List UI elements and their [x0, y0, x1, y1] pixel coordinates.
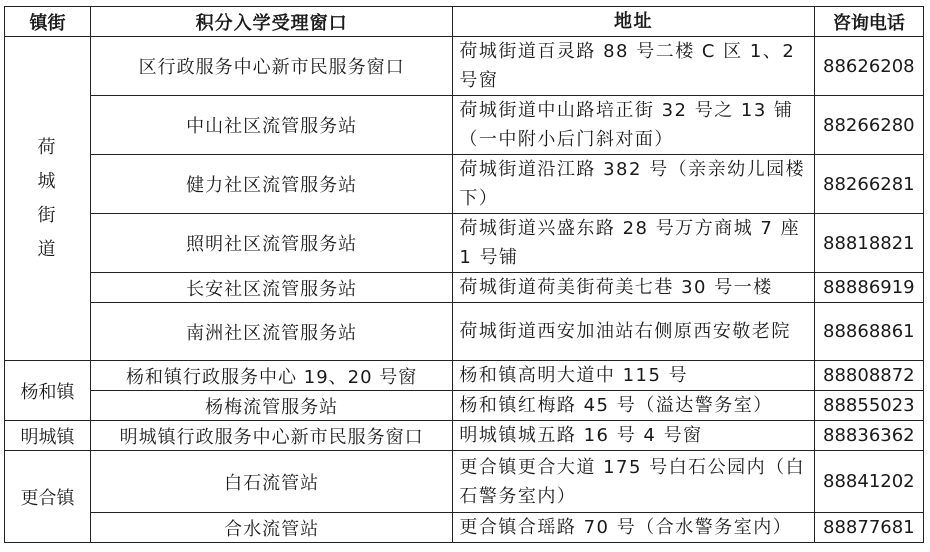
- town-cell: 杨和镇: [5, 361, 91, 421]
- header-row: [5, 7, 924, 37]
- phone-cell: 88266280: [814, 96, 923, 155]
- phone-cell: 88855023: [814, 391, 923, 421]
- table-row: [5, 155, 924, 214]
- window-cell: 南洲社区流管服务站: [91, 303, 453, 361]
- header-town: 镇街: [5, 7, 91, 37]
- table-row: [5, 513, 924, 543]
- table-row: [5, 361, 924, 391]
- window-cell: 中山社区流管服务站: [91, 96, 453, 155]
- table-row: [5, 303, 924, 361]
- phone-cell: 88808872: [814, 361, 923, 391]
- table-row: [5, 421, 924, 451]
- town-cell: [5, 37, 91, 361]
- phone-cell: 88836362: [814, 421, 923, 451]
- address-cell: 明城镇城五路 16 号 4 号窗: [453, 421, 814, 451]
- header-phone: 咨询电话: [814, 7, 923, 37]
- town-cell: 明城镇: [5, 421, 91, 451]
- window-cell: 区行政服务中心新市民服务窗口: [91, 37, 453, 96]
- address-cell: 荷城街道兴盛东路 28 号万方商城 7 座 1 号铺: [453, 214, 814, 273]
- address-cell: 荷城街道沿江路 382 号（亲亲幼儿园楼下）: [453, 155, 814, 214]
- header-address: 地址: [453, 7, 814, 37]
- town-name: 荷城街道: [37, 136, 58, 260]
- window-cell: 杨梅流管服务站: [91, 391, 453, 421]
- phone-cell: 88818821: [814, 214, 923, 273]
- address-cell: 更合镇合瑶路 70 号（合水警务室内）: [453, 513, 814, 543]
- enrollment-window-table: [4, 6, 924, 543]
- address-cell: 荷城街道百灵路 88 号二楼 C 区 1、2 号窗: [453, 37, 814, 96]
- address-cell: 杨和镇红梅路 45 号（溢达警务室）: [453, 391, 814, 421]
- phone-cell: 88877681: [814, 513, 923, 543]
- table-row: [5, 96, 924, 155]
- table-row: [5, 214, 924, 273]
- address-cell: 更合镇更合大道 175 号白石公园内（白石警务室内）: [453, 451, 814, 513]
- phone-cell: 88841202: [814, 451, 923, 513]
- header-window: 积分入学受理窗口: [91, 7, 453, 37]
- table-row: [5, 391, 924, 421]
- phone-cell: 88626208: [814, 37, 923, 96]
- table-row: [5, 451, 924, 513]
- phone-cell: 88886919: [814, 273, 923, 303]
- address-cell: 杨和镇高明大道中 115 号: [453, 361, 814, 391]
- window-cell: 照明社区流管服务站: [91, 214, 453, 273]
- window-cell: 白石流管站: [91, 451, 453, 513]
- table-row: [5, 37, 924, 96]
- address-cell: 荷城街道西安加油站右侧原西安敬老院: [453, 303, 814, 361]
- window-cell: 长安社区流管服务站: [91, 273, 453, 303]
- window-cell: 健力社区流管服务站: [91, 155, 453, 214]
- phone-cell: 88266281: [814, 155, 923, 214]
- address-cell: 荷城街道中山路培正街 32 号之 13 铺（一中附小后门斜对面）: [453, 96, 814, 155]
- phone-cell: 88868861: [814, 303, 923, 361]
- table-row: [5, 273, 924, 303]
- window-cell: 明城镇行政服务中心新市民服务窗口: [91, 421, 453, 451]
- town-cell: 更合镇: [5, 451, 91, 543]
- address-cell: 荷城街道荷美街荷美七巷 30 号一楼: [453, 273, 814, 303]
- window-cell: 合水流管站: [91, 513, 453, 543]
- window-cell: 杨和镇行政服务中心 19、20 号窗: [91, 361, 453, 391]
